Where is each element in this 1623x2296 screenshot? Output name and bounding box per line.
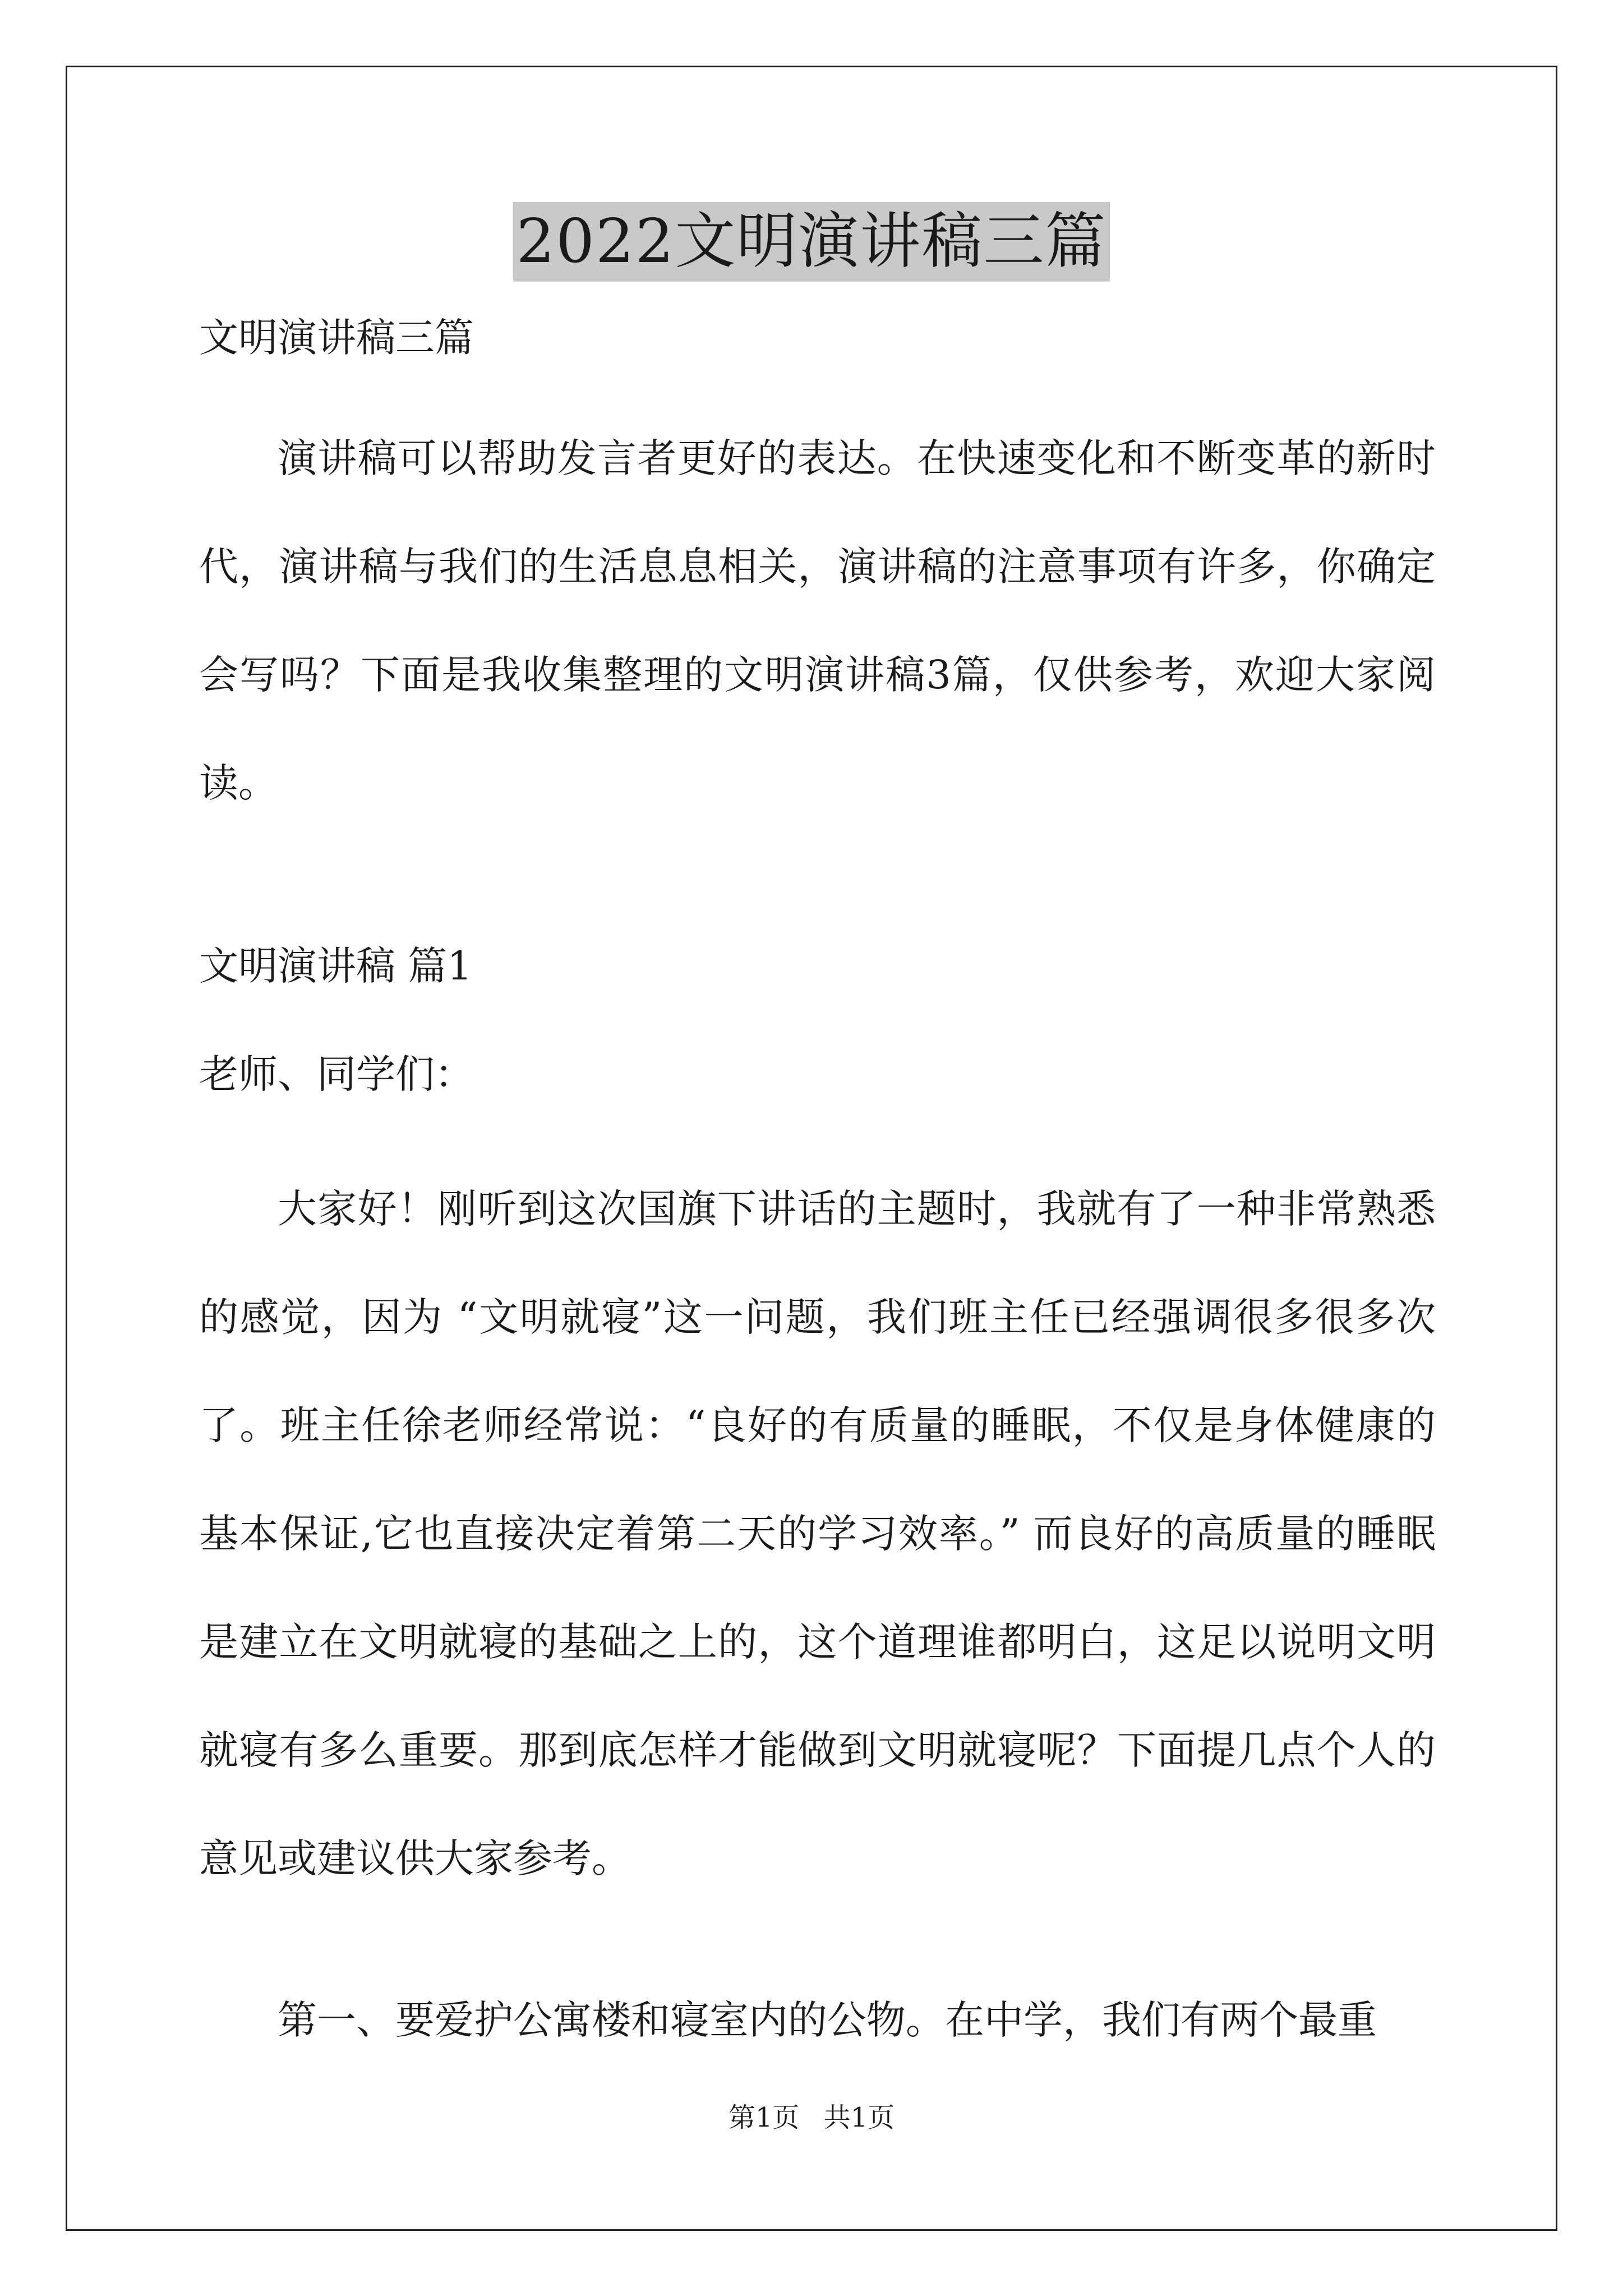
body-paragraph: 第一、要爱护公寓楼和寝室内的公物。在中学，我们有两个最重 [278,1997,1377,2043]
intro-paragraph: 演讲稿可以帮助发言者更好的表达。在快速变化和不断变革的新时代，演讲稿与我们的生活息息相关，演讲稿的注意事项有许多，你确定会写吗？下面是我收集整理的文明演讲稿3篇，仅供参考，欢迎大家阅读。 [199,435,1436,806]
section-heading: 文明演讲稿 篇1 [199,943,472,989]
title-container [0,202,1623,282]
page-footer [0,2101,1623,2134]
body-paragraph: 大家好！刚听到这次国旗下讲话的主题时，我就有了一种非常熟悉的感觉，因为 “文明就寝”这一问题，我们班主任已经强调很多很多次了。班主任徐老师经常说：“良好的有质量的睡眠，不仅是身体健康的基本保证,它也直接决定着第二天的学习效率。” 而良好的高质量的睡眠是建立在文明就寝的基础之上的，这个道理谁都明白，这足以说明文明就寝有多么重要。那到底怎样才能做到文明就寝呢？下面提几点个人的意见或建议供大家参考。 [199,1186,1436,1881]
page-total: 共1页 [823,2102,895,2133]
document-body [199,310,1436,2074]
salutation: 老师、同学们： [199,1051,474,1097]
document-subtitle: 文明演讲稿三篇 [199,315,474,361]
page-number: 第1页 [728,2102,800,2133]
document-title: 2022文明演讲稿三篇 [513,202,1110,282]
